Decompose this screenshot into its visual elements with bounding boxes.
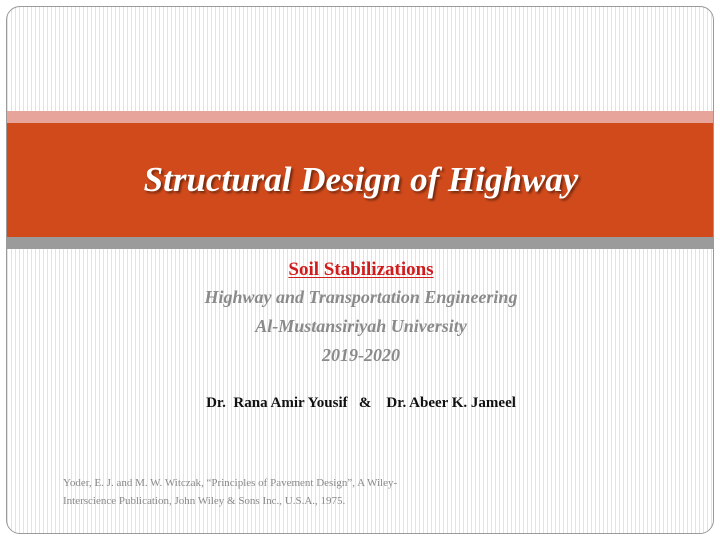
- reference-line-2: Interscience Publication, John Wiley & Sons Inc., U.S.A., 1975.: [63, 495, 346, 507]
- title-accent-band-top: [7, 111, 714, 123]
- title-bar: [7, 123, 714, 237]
- title-accent-band-bottom: [7, 237, 714, 249]
- academic-year: 2019-2020: [322, 345, 400, 365]
- authors: Dr. Rana Amir Yousif & Dr. Abeer K. Jameel: [206, 395, 516, 411]
- slide-frame: [6, 6, 714, 534]
- reference-citation: [63, 474, 483, 510]
- slide-title: Structural Design of Highway: [143, 160, 579, 199]
- university-name: Al-Mustansiriyah University: [255, 316, 467, 336]
- reference-line-1: Yoder, E. J. and M. W. Witczak, “Principles of Pavement Design”, A Wiley-: [63, 477, 398, 489]
- lecture-topic: Soil Stabilizations: [288, 259, 434, 280]
- subtitle-block: [7, 257, 714, 370]
- course-name: Highway and Transportation Engineering: [204, 287, 518, 307]
